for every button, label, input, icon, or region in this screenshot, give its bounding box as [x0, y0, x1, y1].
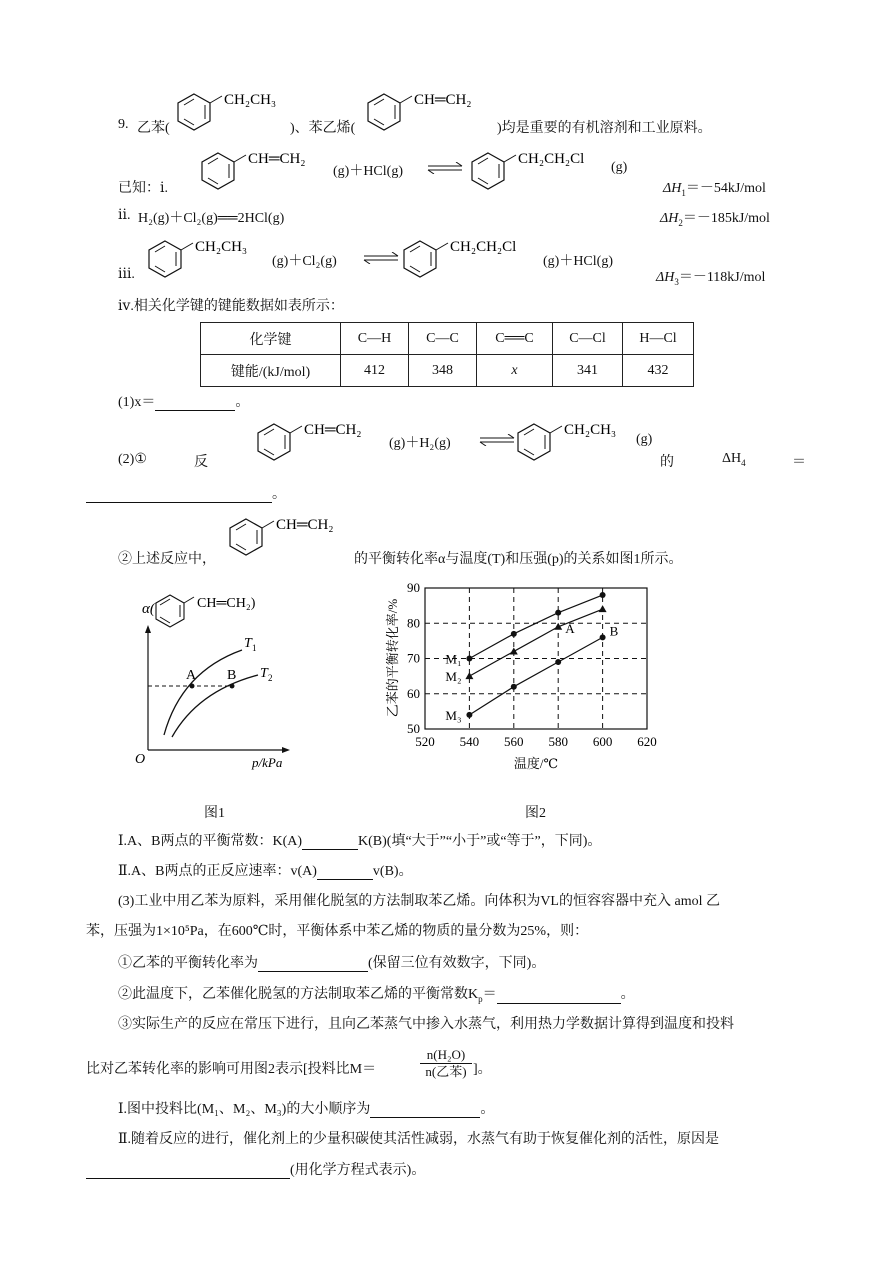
q9-tail: )均是重要的有机溶剂和工业原料。: [497, 121, 712, 136]
svg-text:O: O: [135, 752, 146, 767]
r1-right-g: (g): [611, 160, 628, 175]
svg-text:α(: α(: [142, 601, 155, 617]
q3-i2: Ⅱ.随着反应的进行，催化剂上的少量积碳使其活性减弱，水蒸气有助于恢复催化剂的活性，原因是: [118, 1132, 720, 1147]
q2-part2-label: ②上述反应中，: [118, 552, 216, 567]
answer-blank[interactable]: [86, 1164, 290, 1179]
point-annotation: B: [609, 623, 619, 639]
svg-text:2: 2: [268, 673, 273, 683]
known-label: 已知：ⅰ.: [118, 181, 168, 196]
answer-blank[interactable]: [497, 989, 621, 1004]
svg-text:CH₂CH₂Cl: CH₂CH₂Cl: [518, 151, 585, 167]
x-tick-label: 600: [592, 734, 613, 749]
svg-text:T: T: [260, 666, 268, 681]
svg-text:CH₂CH₃: CH₂CH₃: [195, 239, 248, 255]
q1: (1)x＝ 。: [118, 395, 250, 410]
q2-fan: 反: [194, 455, 208, 470]
q3-a3-end: ]。: [473, 1062, 492, 1077]
data-point: [600, 592, 606, 598]
x-tick-label: 620: [637, 734, 657, 749]
data-point: [466, 656, 472, 662]
y-tick-label: 80: [407, 615, 420, 631]
x-tick-label: 540: [459, 734, 480, 749]
q2-right-g: (g): [636, 432, 653, 447]
table-row: [201, 355, 694, 387]
q2-dh: $\Delta H_4$: [722, 451, 746, 468]
ethylbenzene-structure: [172, 90, 292, 135]
data-point: [555, 659, 561, 665]
table-cell: 432: [623, 355, 694, 387]
figure-1: [130, 585, 310, 775]
r3-label: ⅲ.: [118, 267, 135, 282]
table-cell: 341: [553, 355, 623, 387]
equilibrium-arrow-icon: [426, 162, 466, 174]
styrene-structure: [362, 90, 502, 135]
data-point: [511, 631, 517, 637]
qI: Ⅰ.A、B两点的平衡常数：K(A) K(B)(填“大于”“小于”或“等于”，下同)。: [118, 834, 602, 849]
svg-text:CH═CH₂: CH═CH₂: [304, 422, 362, 438]
series-label: M₁: [445, 651, 462, 667]
figure-2-chart: [382, 578, 672, 778]
svg-text:CH₂CH₃: CH₂CH₃: [564, 422, 617, 438]
r3-enthalpy: $\Delta H_3=-118kJ$/mol: [656, 270, 766, 287]
table-header-cell: C══C: [477, 323, 553, 355]
q2-part2-structure: [224, 513, 364, 558]
q3-line1: (3)工业中用乙苯为原料，采用催化脱氢的方法制取苯乙烯。向体积为VL的恒容容器中充入 amol 乙: [118, 894, 720, 909]
q2-label: (2)①: [118, 452, 147, 467]
svg-text:CH₂CH₂Cl: CH₂CH₂Cl: [450, 239, 517, 255]
ratio-fraction: n(H₂O) n(乙苯): [420, 1047, 472, 1080]
q2-mid: (g)＋H₂(g): [389, 436, 451, 451]
x-tick-label: 580: [548, 734, 568, 749]
data-point: [510, 647, 518, 654]
svg-text:A: A: [186, 668, 197, 683]
q3-a3-line2: 比对乙苯转化率的影响可用图2表示[投料比M＝: [86, 1062, 377, 1077]
r3-left-structure: [143, 235, 273, 280]
q9-number: 9.: [118, 117, 129, 132]
data-point: [465, 672, 473, 679]
q3-a1: ①乙苯的平衡转化率为 (保留三位有效数字，下同)。: [118, 956, 546, 971]
svg-text:CH═CH₂: CH═CH₂: [248, 151, 306, 167]
answer-blank[interactable]: [155, 396, 235, 411]
r2-equation: H₂(g)＋Cl₂(g)══2HCl(g): [138, 211, 285, 226]
x-tick-label: 560: [504, 734, 524, 749]
point-annotation: A: [565, 620, 575, 636]
series-line: [469, 637, 602, 715]
q2-de: 的: [660, 455, 674, 470]
series-line: [469, 609, 602, 676]
q2-left-structure: [252, 418, 392, 463]
q3-line2: 苯，压强为1×10⁵Pa，在600℃时，平衡体系中苯乙烯的物质的量分数为25%，则：: [86, 924, 589, 939]
x-axis-label: 温度/℃: [513, 756, 559, 771]
y-tick-label: 90: [407, 580, 420, 595]
r2-enthalpy: $\Delta H_2=-185kJ$/mol: [660, 211, 770, 228]
svg-text:1: 1: [252, 643, 257, 653]
styrene-sub: CH═CH₂: [414, 92, 472, 108]
table-cell: 348: [409, 355, 477, 387]
data-point: [466, 712, 472, 718]
series-group: [445, 592, 618, 723]
q9-separator: )、苯乙烯(: [290, 121, 356, 136]
r1-left-structure: [196, 147, 336, 192]
table-header-row: [201, 323, 694, 355]
data-point: [599, 605, 607, 612]
table-header-cell: 化学键: [201, 323, 341, 355]
r1-mid: (g)＋HCl(g): [333, 164, 403, 179]
answer-blank[interactable]: [370, 1103, 480, 1118]
table-header-cell: C—Cl: [553, 323, 623, 355]
answer-blank[interactable]: [317, 865, 373, 880]
table-cell: x: [477, 355, 553, 387]
y-axis-label: 乙苯的平衡转化率/%: [385, 598, 400, 718]
table-header-cell: C—H: [341, 323, 409, 355]
y-tick-label: 60: [407, 685, 420, 701]
q3-a2: ②此温度下，乙苯催化脱氢的方法制取苯乙烯的平衡常数$K_p=$ 。: [118, 987, 635, 1004]
answer-blank[interactable]: [258, 957, 368, 972]
table-header-cell: H—Cl: [623, 323, 694, 355]
q2-right-structure: [512, 418, 642, 463]
x-tick-label: 520: [415, 734, 435, 749]
svg-text:B: B: [227, 668, 237, 683]
data-point: [600, 634, 606, 640]
svg-text:p/kPa: p/kPa: [252, 755, 283, 770]
table-header-cell: C—C: [409, 323, 477, 355]
figure-2-caption: 图2: [525, 806, 546, 821]
q3-i1: Ⅰ.图中投料比(M₁、M₂、M₃)的大小顺序为 。: [118, 1102, 495, 1117]
r1-enthalpy: $\Delta H_1=-54kJ$/mol: [663, 181, 766, 198]
table-row-label: 键能/(kJ/mol): [201, 355, 341, 387]
r3-mid: (g)＋Cl₂(g): [272, 254, 337, 269]
q2-answer-line: 。: [86, 483, 286, 503]
qII: Ⅱ.A、B两点的正反应速率：v(A) v(B)。: [118, 864, 413, 879]
r3-right-g: (g)＋HCl(g): [543, 254, 613, 269]
data-point: [511, 684, 517, 690]
bond-energy-table: [200, 322, 694, 387]
figure-1-caption: 图1: [204, 806, 225, 821]
answer-blank[interactable]: [302, 835, 358, 850]
r4-label: ⅳ.相关化学键的键能数据如表所示：: [118, 299, 344, 314]
q3-a3: ③实际生产的反应在常压下进行，且向乙苯蒸气中掺入水蒸气，利用热力学数据计算得到温度和投料: [118, 1017, 734, 1032]
svg-text:CH═CH₂: CH═CH₂: [276, 517, 334, 533]
svg-text:T: T: [244, 636, 252, 651]
r3-right-structure: [398, 235, 558, 280]
series-label: M₂: [445, 669, 462, 685]
answer-blank[interactable]: [86, 488, 272, 503]
r2-label: ⅱ.: [118, 208, 131, 223]
q3-i2-line2: (用化学方程式表示)。: [86, 1159, 425, 1179]
equilibrium-arrow-icon: [362, 252, 402, 264]
y-tick-label: 50: [407, 721, 420, 736]
table-cell: 412: [341, 355, 409, 387]
q2-eq: ＝: [792, 455, 806, 470]
series-label: M₃: [445, 707, 462, 723]
y-tick-label: 70: [407, 650, 420, 666]
q2-part2-tail: 的平衡转化率α与温度(T)和压强(p)的关系如图1所示。: [354, 552, 683, 567]
svg-text:CH═CH₂): CH═CH₂): [197, 596, 256, 611]
ethylbenzene-sub: CH₂CH₃: [224, 92, 277, 108]
q9-ethylbenzene-label: 乙苯(: [137, 121, 170, 136]
data-point: [555, 610, 561, 616]
